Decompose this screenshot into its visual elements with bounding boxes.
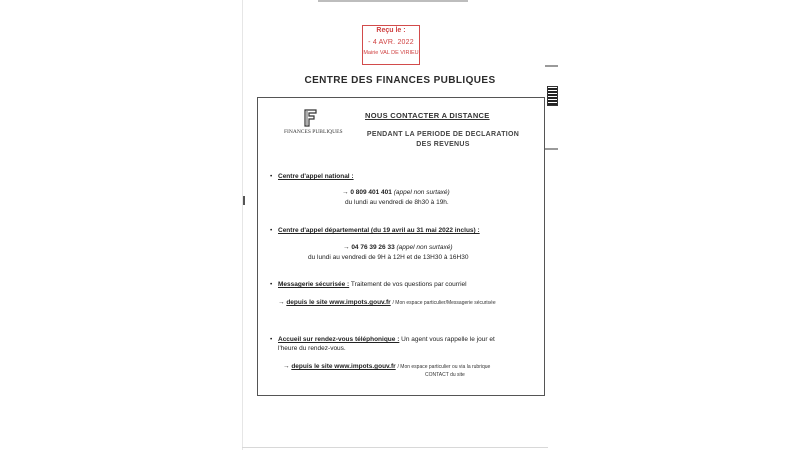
messagerie-label: Messagerie sécurisée :	[278, 281, 350, 288]
stamp-title: Reçu le :	[376, 27, 406, 34]
stamp-date: - 4 AVR. 2022	[368, 39, 414, 46]
rdv-text-1: Un agent vous rappelle le jour et	[401, 336, 495, 343]
rdv-path-2: CONTACT du site	[425, 372, 465, 378]
bullet: •	[270, 227, 273, 234]
departemental-number-line	[343, 243, 453, 253]
scan-mark-top	[545, 65, 558, 67]
subtitle-line-2: DES REVENUS	[416, 141, 470, 148]
subtitle-line-1: PENDANT LA PERIODE DE DECLARATION	[366, 131, 520, 138]
national-number-line	[342, 188, 450, 198]
departemental-hours: du lundi au vendredi de 9H à 12H et de 13H30 à 16H30	[308, 254, 469, 261]
departemental-label-text: Centre d'appel départemental (du 19 avril au 31 mai 2022 inclus) :	[278, 227, 480, 234]
stamp-place: Mairie VAL DE VIRIEU	[363, 50, 419, 56]
national-note: (appel non surtaxé)	[393, 189, 450, 196]
arrow-icon: →	[342, 189, 349, 196]
rdv-label: Accueil sur rendez-vous téléphonique :	[278, 336, 400, 343]
rdv-link[interactable]: depuis le site www.impots.gouv.fr	[291, 363, 396, 370]
messagerie-link[interactable]: depuis le site www.impots.gouv.fr	[286, 299, 391, 306]
arrow-icon: →	[343, 244, 350, 251]
departemental-note: (appel non surtaxé)	[396, 244, 453, 251]
national-label	[278, 172, 354, 182]
finances-publiques-logo-icon	[303, 109, 319, 127]
bullet: •	[270, 336, 273, 343]
messagerie-link-line	[278, 298, 496, 308]
scan-mark-bottom	[545, 148, 558, 150]
arrow-icon: →	[283, 363, 290, 370]
received-stamp	[362, 25, 420, 65]
departemental-label	[278, 226, 480, 236]
page-edge	[242, 0, 243, 450]
national-number: 0 809 401 401	[350, 189, 392, 196]
subtitle	[352, 130, 534, 150]
page-bottom-edge	[242, 447, 548, 448]
bullet: •	[270, 173, 273, 180]
messagerie-text: Traitement de vos questions par courriel	[350, 281, 467, 288]
barcode-icon	[547, 86, 558, 106]
page-title: CENTRE DES FINANCES PUBLIQUES	[304, 75, 496, 86]
box-title: NOUS CONTACTER A DISTANCE	[365, 111, 490, 120]
national-label-text: Centre d'appel national :	[278, 173, 354, 180]
arrow-icon: →	[278, 299, 285, 306]
top-rule	[318, 0, 468, 2]
messagerie-path: / Mon espace particulier/Messagerie sécurisée	[392, 300, 496, 306]
national-hours: du lundi au vendredi de 8h30 à 19h.	[345, 199, 449, 206]
rdv-line-2: l'heure du rendez-vous.	[278, 345, 346, 352]
bullet: •	[270, 281, 273, 288]
scan-mark	[243, 196, 245, 205]
logo-text: FINANCES PUBLIQUES	[284, 129, 343, 135]
messagerie-line	[278, 280, 467, 290]
rdv-path-1: / Mon espace particulier ou via la rubrique	[397, 364, 491, 370]
departemental-number: 04 76 39 26 33	[351, 244, 395, 251]
